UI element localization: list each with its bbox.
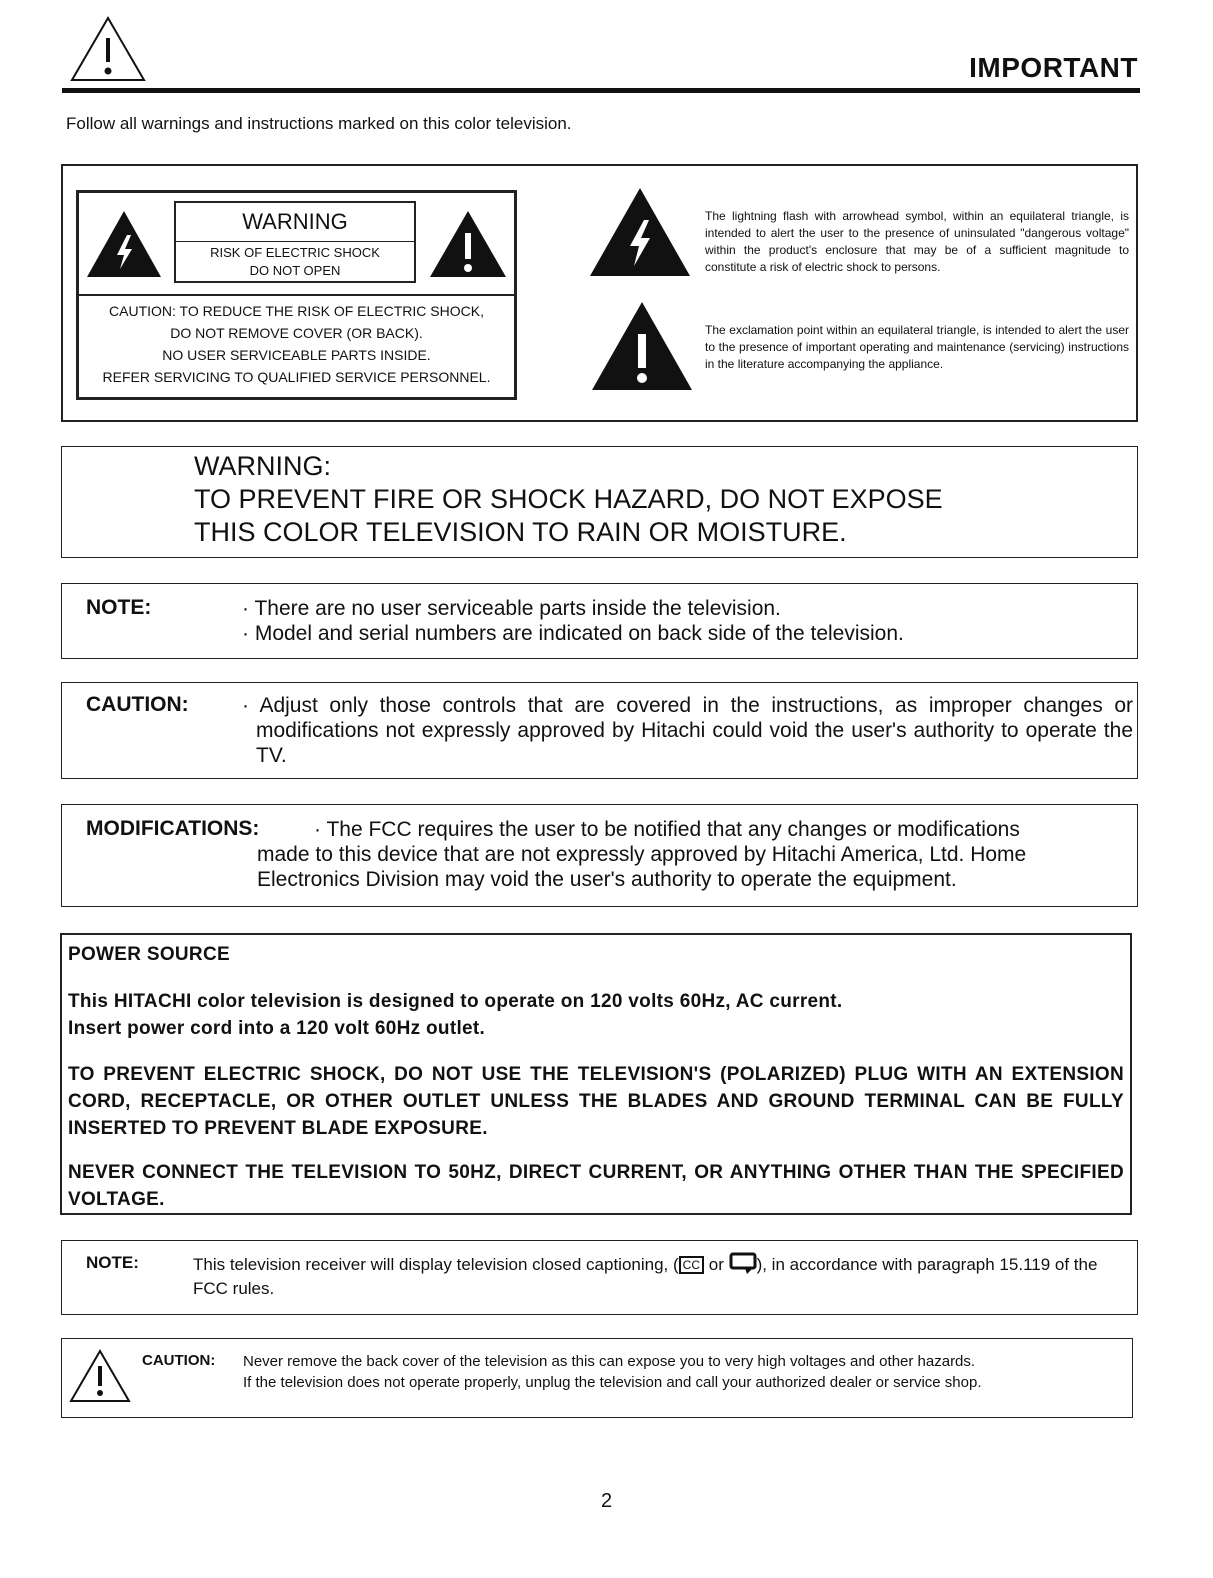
- warning-label-inner: [174, 201, 416, 283]
- back-cover-caution-text: [243, 1351, 982, 1393]
- power-source-section: [60, 933, 1132, 1215]
- big-warning-text: [194, 450, 943, 549]
- tv-caption-icon: [729, 1252, 757, 1274]
- big-warning-line-2: TO PREVENT FIRE OR SHOCK HAZARD, DO NOT EXPOSE: [194, 484, 943, 514]
- big-warning-line-1: WARNING:: [194, 451, 331, 481]
- caution-line-3: NO USER SERVICEABLE PARTS INSIDE.: [162, 347, 431, 363]
- caution-label: CAUTION:: [86, 693, 189, 716]
- caution-line-4: REFER SERVICING TO QUALIFIED SERVICE PERSONNEL.: [102, 369, 491, 385]
- note-label: NOTE:: [86, 596, 152, 619]
- back-cover-caution-line-2: If the television does not operate properly, unplug the television and call your authorized dealer or service shop.: [243, 1374, 982, 1391]
- note-section: [61, 583, 1138, 659]
- exclamation-triangle-icon: [428, 209, 508, 279]
- back-cover-caution-line-1: Never remove the back cover of the television as this can expose you to very high voltages and other hazards.: [243, 1353, 976, 1370]
- note-item-1: · There are no user serviceable parts inside the television.: [242, 597, 781, 620]
- exclamation-description: The exclamation point within an equilateral triangle, is intended to alert the user to the presence of important operating and maintenance (servicing) instructions in the literature accompanying the appliance.: [705, 323, 1129, 371]
- warning-label-sub-1: RISK OF ELECTRIC SHOCK: [210, 245, 380, 260]
- power-source-heading: POWER SOURCE: [68, 944, 230, 965]
- warning-label-title: WARNING: [242, 209, 348, 234]
- modifications-label: MODIFICATIONS:: [86, 817, 260, 840]
- caution-line-1: CAUTION: TO REDUCE THE RISK OF ELECTRIC SHOCK,: [109, 303, 484, 319]
- power-source-paragraph-2: TO PREVENT ELECTRIC SHOCK, DO NOT USE THE TELEVISION'S (POLARIZED) PLUG WITH AN EXTENSION CORD, RECEPTACLE, OR OTHER OUTLET UNLESS THE BLADES AND GROUND TERMINAL CAN BE FULLY INSERTED TO PREVENT BLADE EXPOSURE.: [68, 1064, 1124, 1139]
- cc-note-label: NOTE:: [86, 1253, 139, 1272]
- caution-line-2: DO NOT REMOVE COVER (OR BACK).: [170, 325, 423, 341]
- modifications-text: made to this device that are not expressly approved by Hitachi America, Ltd. Home Electronics Division may void the user's authority to operate the equipment.: [257, 843, 1027, 891]
- lightning-triangle-icon: [85, 209, 163, 279]
- symbols-section: [61, 164, 1138, 422]
- power-source-p1-line-1: This HITACHI color television is designed to operate on 120 volts 60Hz, AC current.: [68, 991, 843, 1012]
- caution-text: · Adjust only those controls that are covered in the instructions, as improper changes or modifications not expressly approved by Hitachi could void the user's authority to operate the TV.: [242, 694, 1133, 767]
- note-items: [242, 596, 904, 646]
- exclamation-symbol-icon: [590, 300, 694, 392]
- page-number: 2: [600, 1490, 613, 1512]
- header-rule: [62, 88, 1140, 93]
- modifications-section: [61, 804, 1138, 907]
- caution-section: [61, 682, 1138, 779]
- fire-shock-warning: [61, 446, 1138, 558]
- lightning-symbol-icon: [588, 186, 692, 278]
- back-cover-caution-label: CAUTION:: [142, 1352, 216, 1369]
- warning-triangle-outline-icon: [68, 14, 148, 84]
- back-cover-caution: [61, 1338, 1133, 1418]
- warning-label-sub-2: DO NOT OPEN: [249, 263, 341, 278]
- cc-note-text-before: This television receiver will display television closed captioning, (: [193, 1255, 679, 1274]
- closed-caption-note: [61, 1240, 1138, 1315]
- cc-symbol: CC: [679, 1256, 704, 1274]
- power-source-paragraph-3: NEVER CONNECT THE TELEVISION TO 50HZ, DIRECT CURRENT, OR ANYTHING OTHER THAN THE SPECIFIED VOLTAGE.: [68, 1162, 1124, 1210]
- cc-note-or: or: [704, 1255, 729, 1274]
- note-item-2: · Model and serial numbers are indicated on back side of the television.: [242, 622, 904, 645]
- warning-label-caution: [79, 300, 514, 388]
- warning-label: [76, 190, 517, 400]
- cc-note-text: [193, 1252, 1113, 1301]
- big-warning-line-3: THIS COLOR TELEVISION TO RAIN OR MOISTURE.: [194, 517, 847, 547]
- caution-triangle-icon: [68, 1348, 132, 1404]
- cc-note-text-after: ), in accordance with paragraph 15.119 of the FCC rules.: [193, 1255, 1098, 1298]
- modifications-first-line: · The FCC requires the user to be notified that any changes or modifications: [314, 818, 1020, 841]
- power-source-p1-line-2: Insert power cord into a 120 volt 60Hz outlet.: [68, 1018, 486, 1039]
- page-title: IMPORTANT: [969, 52, 1138, 83]
- intro-text: Follow all warnings and instructions marked on this color television.: [66, 114, 572, 133]
- power-source-paragraph-1: [68, 988, 843, 1042]
- lightning-description: The lightning flash with arrowhead symbol, within an equilateral triangle, is intended to alert the user to the presence of uninsulated "dangerous voltage" within the product's enclosure that may be of a sufficient magnitude to constitute a risk of electric shock to persons.: [705, 209, 1129, 274]
